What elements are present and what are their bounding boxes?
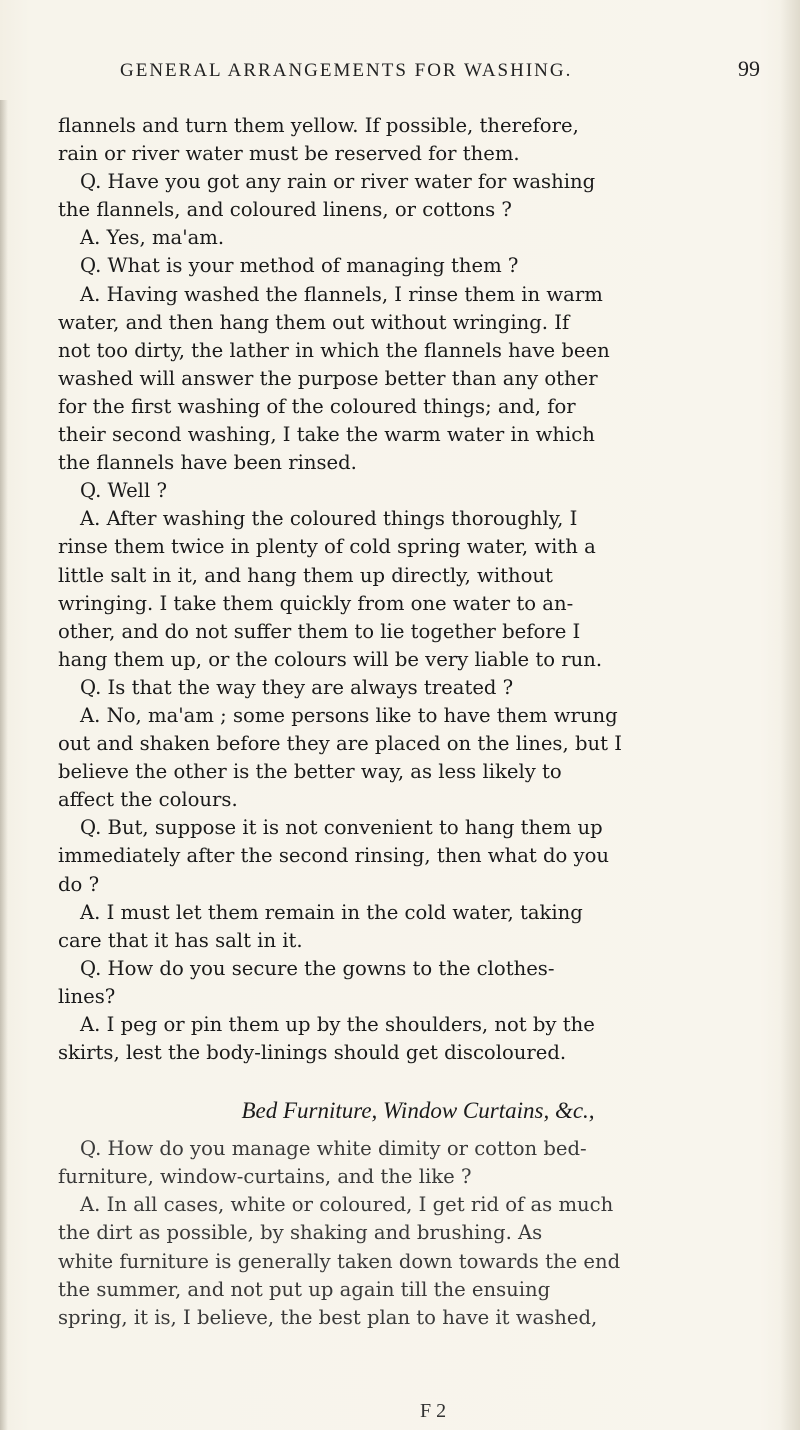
text-line: spring, it is, I believe, the best plan to have it washed, [58,1305,598,1329]
text-line: the flannels, and coloured linens, or cottons ? [58,198,512,222]
running-title: GENERAL ARRANGEMENTS FOR WASHING. [120,60,573,81]
text-line: out and shaken before they are placed on the lines, but I [58,732,622,756]
text-line: for the first washing of the coloured things; and, for [58,394,576,418]
text-line: their second washing, I take the warm water in which [58,423,595,447]
body-text [58,112,778,1332]
text-line: A. In all cases, white or coloured, I get rid of as much [80,1193,614,1217]
page-header [85,52,760,92]
text-line: affect the colours. [58,788,238,812]
text-line: lines? [58,984,116,1008]
text-line: skirts, lest the body-linings should get discoloured. [58,1041,567,1065]
text-line: believe the other is the better way, as less likely to [58,760,562,784]
signature-mark: F 2 [420,1400,447,1422]
text-line: do ? [58,872,100,896]
text-line: the dirt as possible, by shaking and brushing. As [58,1221,543,1245]
text-line: the summer, and not put up again till the ensuing [58,1277,551,1301]
text-line: Q. How do you manage white dimity or cotton bed- [80,1137,587,1161]
page-edge-shadow [780,0,800,1430]
text-line: A. I peg or pin them up by the shoulders, not by the [80,1013,595,1036]
text-line: furniture, window-curtains, and the like ? [58,1165,472,1189]
text-line: A. I must let them remain in the cold water, taking [80,900,583,924]
text-line: wringing. I take them quickly from one water to an- [58,591,574,615]
text-line: the flannels have been rinsed. [58,451,357,475]
text-line: rinse them twice in plenty of cold spring water, with a [58,535,596,559]
page-gutter-shadow [0,100,8,1430]
text-line: A. After washing the coloured things thoroughly, I [80,507,578,531]
text-line: Q. Is that the way they are always treated ? [80,675,514,699]
text-line: A. No, ma'am ; some persons like to have them wrung [80,703,618,727]
text-line: Q. What is your method of managing them ? [80,254,519,278]
text-line: care that it has salt in it. [58,928,303,952]
text-line: Q. Well ? [80,479,167,503]
text-line: Q. But, suppose it is not convenient to hang them up [80,816,603,840]
text-line: not too dirty, the lather in which the flannels have been [58,338,610,362]
text-line: Q. Have you got any rain or river water for washing [80,170,596,194]
text-line: washed will answer the purpose better than any other [58,366,598,390]
text-line: Q. How do you secure the gowns to the clothes- [80,956,555,980]
section-heading: Bed Furniture, Window Curtains, &c., [241,1098,595,1124]
text-line: A. Yes, ma'am. [80,226,225,250]
text-line: flannels and turn them yellow. If possible, therefore, [58,114,579,137]
text-line: hang them up, or the colours will be very liable to run. [58,647,603,671]
text-line: water, and then hang them out without wringing. If [58,310,570,334]
text-line: immediately after the second rinsing, then what do you [58,844,610,868]
text-line: A. Having washed the flannels, I rinse them in warm [80,282,603,306]
text-line: little salt in it, and hang them up directly, without [58,563,553,587]
page-number: 99 [738,56,760,81]
text-line: other, and do not suffer them to lie together before I [58,619,581,643]
text-line: white furniture is generally taken down towards the end [58,1249,621,1273]
text-line: rain or river water must be reserved for them. [58,142,520,166]
